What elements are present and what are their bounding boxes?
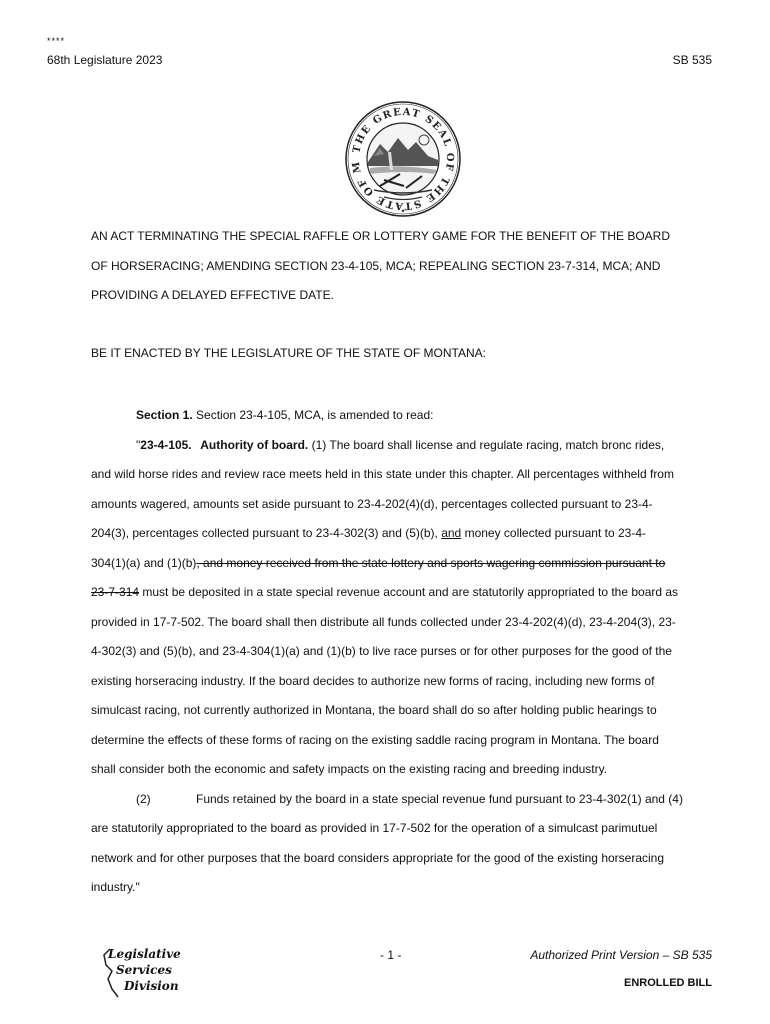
struck-text: 23-7-314 [91,585,140,599]
body-line: 4-302(3) and (5)(b), and 23-4-304(1)(a) and (1)(b) to live race purses or for other purposes for the good of the [91,644,672,658]
code-heading [91,435,721,465]
body-line: existing horseracing industry. If the board decides to authorize new forms of racing, including new forms of [91,673,655,688]
title-line: AN ACT TERMINATING THE SPECIAL RAFFLE OR LOTTERY GAME FOR THE BENEFIT OF THE BOARD [91,229,670,243]
body-text: 304(1)(a) and (1)(b) [91,555,197,570]
body-line: simulcast racing, not currently authorized in Montana, the board shall do so after holding public hearings to [91,703,657,717]
body-line [91,553,721,583]
state-seal-icon [344,100,462,218]
code-number: 23-4-105. [140,437,192,452]
header-stars: **** [47,36,66,46]
logo-line-2: Services [116,963,172,977]
subsection-2-start: Funds retained by the board in a state special revenue fund pursuant to 23-4-302(1) and (4) [196,791,683,806]
section-number: Section 1. [136,408,193,422]
legislature-label: 68th Legislature 2023 [47,53,163,67]
title-line: OF HORSERACING; AMENDING SECTION 23-4-105, MCA; REPEALING SECTION 23-7-314, MCA; AND [91,258,661,273]
quote-mark: " [136,437,141,452]
body-text: 204(3), percentages collected pursuant to 23-4-302(3) and (5)(b), [91,526,442,540]
body-line: network and for other purposes that the board considers appropriate for the good of the existing horseracing [91,850,665,865]
code-title: Authority of board. [200,437,309,452]
page-number: - 1 - [380,948,402,962]
enrolled-bill-label: ENROLLED BILL [624,977,712,989]
struck-text: , and money received from the state lottery and sports wagering commission pursuant to [196,555,666,570]
body-line: amounts wagered, amounts set aside pursuant to 23-4-202(4)(d), percentages collected pursuant to 23-4- [91,496,653,511]
inserted-text: and [441,526,462,540]
body-line: are statutorily appropriated to the board as provided in 17-7-502 for the operation of a simulcast parimutuel [91,821,658,835]
logo-line-1: Legislative [108,947,181,961]
bill-title [91,226,721,315]
logo-line-3: Division [124,979,179,993]
body-text: must be deposited in a state special revenue account and are statutorily appropriated to the board as [139,585,679,599]
section-heading [91,405,721,435]
svg-text:✦: ✦ [400,209,406,215]
body-line: shall consider both the economic and safety impacts on the existing racing and breeding industry. [91,762,608,776]
title-line: PROVIDING A DELAYED EFFECTIVE DATE. [91,288,334,302]
body-line: provided in 17-7-502. The board shall then distribute all funds collected under 23-4-202(4)(d), 23-4-204(3), 23- [91,614,676,629]
subsection-1-start: (1) The board shall license and regulate racing, match bronc rides, [308,437,665,452]
enacting-clause: BE IT ENACTED BY THE LEGISLATURE OF THE STATE OF MONTANA: [91,346,486,360]
body-text: money collected pursuant to 23-4- [461,526,647,540]
body-line: industry." [91,880,140,894]
seal-ring-text: THE GREAT SEAL OF THE STATE OF M [350,106,456,212]
legislative-services-logo [100,945,195,1000]
body-line: and wild horse rides and review race meets held in this state under this chapter. All percentages withheld from [91,467,674,481]
body-line: determine the effects of these forms of racing on the existing saddle racing program in Montana. The board [91,732,659,747]
body-line [91,582,721,612]
authorized-print-version: Authorized Print Version – SB 535 [530,948,712,962]
subsection-2 [91,789,721,819]
subsection-number: (2) [136,791,151,806]
section-heading-text: Section 23-4-105, MCA, is amended to read: [192,408,434,422]
section-1 [91,405,721,907]
body-line [91,523,721,553]
bill-number: SB 535 [672,53,712,67]
